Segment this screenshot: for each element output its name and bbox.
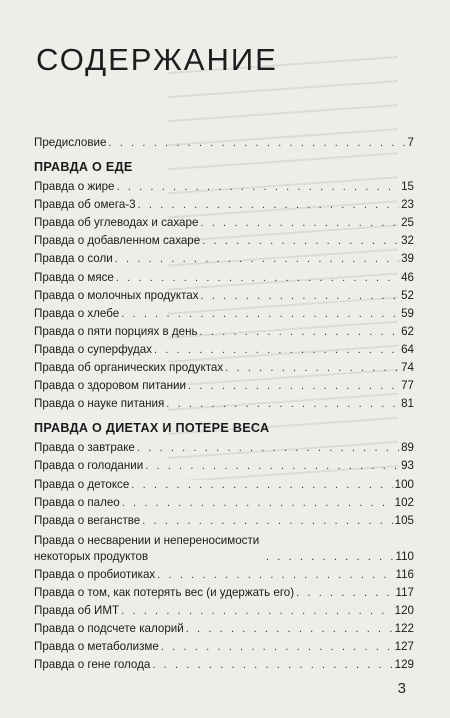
leader-dots: [202, 232, 399, 250]
toc-entry-label: Правда о добавленном сахаре: [34, 234, 201, 248]
page-title: СОДЕРЖАНИЕ: [36, 42, 278, 77]
table-of-contents: [34, 134, 414, 675]
toc-entry: [34, 377, 414, 395]
leader-dots: [186, 620, 393, 638]
toc-entry-page: 7: [407, 136, 414, 149]
toc-entry-page: 39: [401, 252, 414, 266]
toc-entry-label: Правда о детоксе: [34, 477, 130, 491]
leader-dots: [117, 178, 400, 196]
toc-entry: [34, 530, 414, 566]
section-heading: ПРАВДА О ДИЕТАХ И ПОТЕРЕ ВЕСА: [34, 421, 270, 436]
toc-entry-page: 77: [401, 379, 414, 393]
leader-dots: [188, 377, 399, 395]
toc-entry-label: Правда о завтраке: [34, 441, 135, 455]
toc-entry-page: 93: [401, 459, 414, 473]
toc-entry-page: 25: [401, 216, 414, 230]
toc-entry-page: 59: [401, 306, 414, 320]
leader-dots: [225, 359, 399, 377]
leader-dots: [116, 269, 399, 287]
toc-entry-label: Правда о жире: [34, 180, 115, 194]
leader-dots: [115, 250, 399, 268]
leader-dots: [296, 584, 393, 602]
toc-entry: [34, 439, 414, 457]
toc-entry-label: Правда о науке питания: [34, 397, 165, 411]
toc-entry-page: 122: [394, 622, 414, 636]
toc-entry-label: Правда о подсчете калорий: [34, 622, 184, 636]
page-number: 3: [397, 680, 406, 697]
leader-dots: [201, 287, 400, 305]
toc-entry-label: Правда о суперфудах: [34, 342, 152, 356]
toc-entry-label: Правда об омега-3: [34, 198, 136, 212]
toc-entry-label: Правда о пяти порциях в день: [34, 324, 198, 338]
toc-entry-label: Правда о мясе: [34, 270, 114, 284]
toc-entry: [34, 305, 414, 323]
toc-entry: [34, 178, 414, 196]
toc-entry-label: Правда об органических продуктах: [34, 361, 224, 375]
leader-dots: [200, 214, 399, 232]
toc-entry-page: 46: [401, 270, 414, 284]
leader-dots: [122, 494, 393, 512]
toc-entry-label: Правда об ИМТ: [34, 604, 120, 618]
toc-entry: [34, 395, 414, 413]
toc-entry: [34, 250, 414, 268]
toc-entry-page: 116: [395, 567, 414, 581]
leader-dots: [266, 548, 394, 566]
leader-dots: [138, 196, 399, 214]
toc-entry: [34, 341, 414, 359]
toc-entry: [34, 287, 414, 305]
leader-dots: [200, 323, 400, 341]
leader-dots: [137, 439, 399, 457]
leader-dots: [142, 512, 392, 530]
toc-entry-page: 81: [401, 397, 414, 411]
leader-dots: [131, 476, 392, 494]
toc-entry-page: 129: [394, 658, 414, 672]
section-heading: ПРАВДА О ЕДЕ: [34, 160, 133, 175]
toc-entry-page: 117: [395, 586, 414, 600]
toc-entry-label: Предисловие: [34, 136, 107, 149]
toc-entry: [34, 620, 414, 638]
toc-entry-page: 100: [394, 477, 414, 491]
toc-entry: [34, 457, 414, 475]
toc-entry: [34, 566, 414, 584]
toc-entry-page: 110: [395, 549, 414, 563]
toc-entry: [34, 512, 414, 530]
toc-entry-label: Правда о соли: [34, 252, 113, 266]
toc-entry: [34, 269, 414, 287]
toc-entry-page: 102: [394, 495, 414, 509]
section-diets-entries: [34, 439, 414, 674]
leader-dots: [145, 457, 399, 475]
toc-entry-label: Правда о веганстве: [34, 513, 141, 527]
toc-entry-label: Правда о голодании: [34, 459, 144, 473]
toc-entry-page: 62: [401, 324, 414, 338]
toc-entry-page: 127: [394, 640, 414, 654]
leader-dots: [154, 341, 399, 359]
toc-entry-page: 15: [401, 180, 414, 194]
leader-dots: [157, 566, 393, 584]
toc-entry: [34, 602, 414, 620]
toc-entry: [34, 584, 414, 602]
toc-entry: [34, 359, 414, 377]
leader-dots: [166, 395, 399, 413]
toc-entry-page: 23: [401, 198, 414, 212]
toc-entry: [34, 494, 414, 512]
toc-entry: [34, 196, 414, 214]
leader-dots: [108, 134, 405, 152]
toc-entry-preface: [34, 134, 414, 152]
toc-entry-page: 32: [401, 234, 414, 248]
section-food-entries: [34, 178, 414, 413]
toc-entry-label: Правда о здоровом питании: [34, 379, 186, 393]
toc-entry-page: 89: [401, 441, 414, 455]
toc-entry: [34, 323, 414, 341]
toc-entry-label: Правда о молочных продуктах: [34, 288, 199, 302]
leader-dots: [121, 305, 399, 323]
toc-entry: [34, 232, 414, 250]
leader-dots: [161, 638, 393, 656]
toc-entry: [34, 656, 414, 674]
toc-entry-label: Правда о хлебе: [34, 306, 120, 320]
toc-entry: [34, 214, 414, 232]
toc-entry-page: 52: [401, 288, 414, 302]
toc-entry-label: Правда о метаболизме: [34, 640, 159, 654]
toc-entry-label: Правда о несварении и непереносимости некоторых продуктов: [34, 533, 260, 564]
toc-entry-page: 105: [394, 513, 414, 527]
toc-entry-label: Правда о палео: [34, 495, 120, 509]
toc-entry-label: Правда о пробиотиках: [34, 567, 156, 581]
leader-dots: [152, 656, 392, 674]
toc-entry-page: 74: [401, 361, 414, 375]
leader-dots: [121, 602, 393, 620]
toc-entry: [34, 476, 414, 494]
toc-entry-label: Правда о том, как потерять вес (и удержать его): [34, 586, 295, 600]
toc-entry-page: 64: [401, 342, 414, 356]
toc-entry-label: Правда о гене голода: [34, 658, 151, 672]
toc-entry-page: 120: [394, 604, 414, 618]
toc-entry: [34, 638, 414, 656]
toc-entry-label: Правда об углеводах и сахаре: [34, 216, 199, 230]
